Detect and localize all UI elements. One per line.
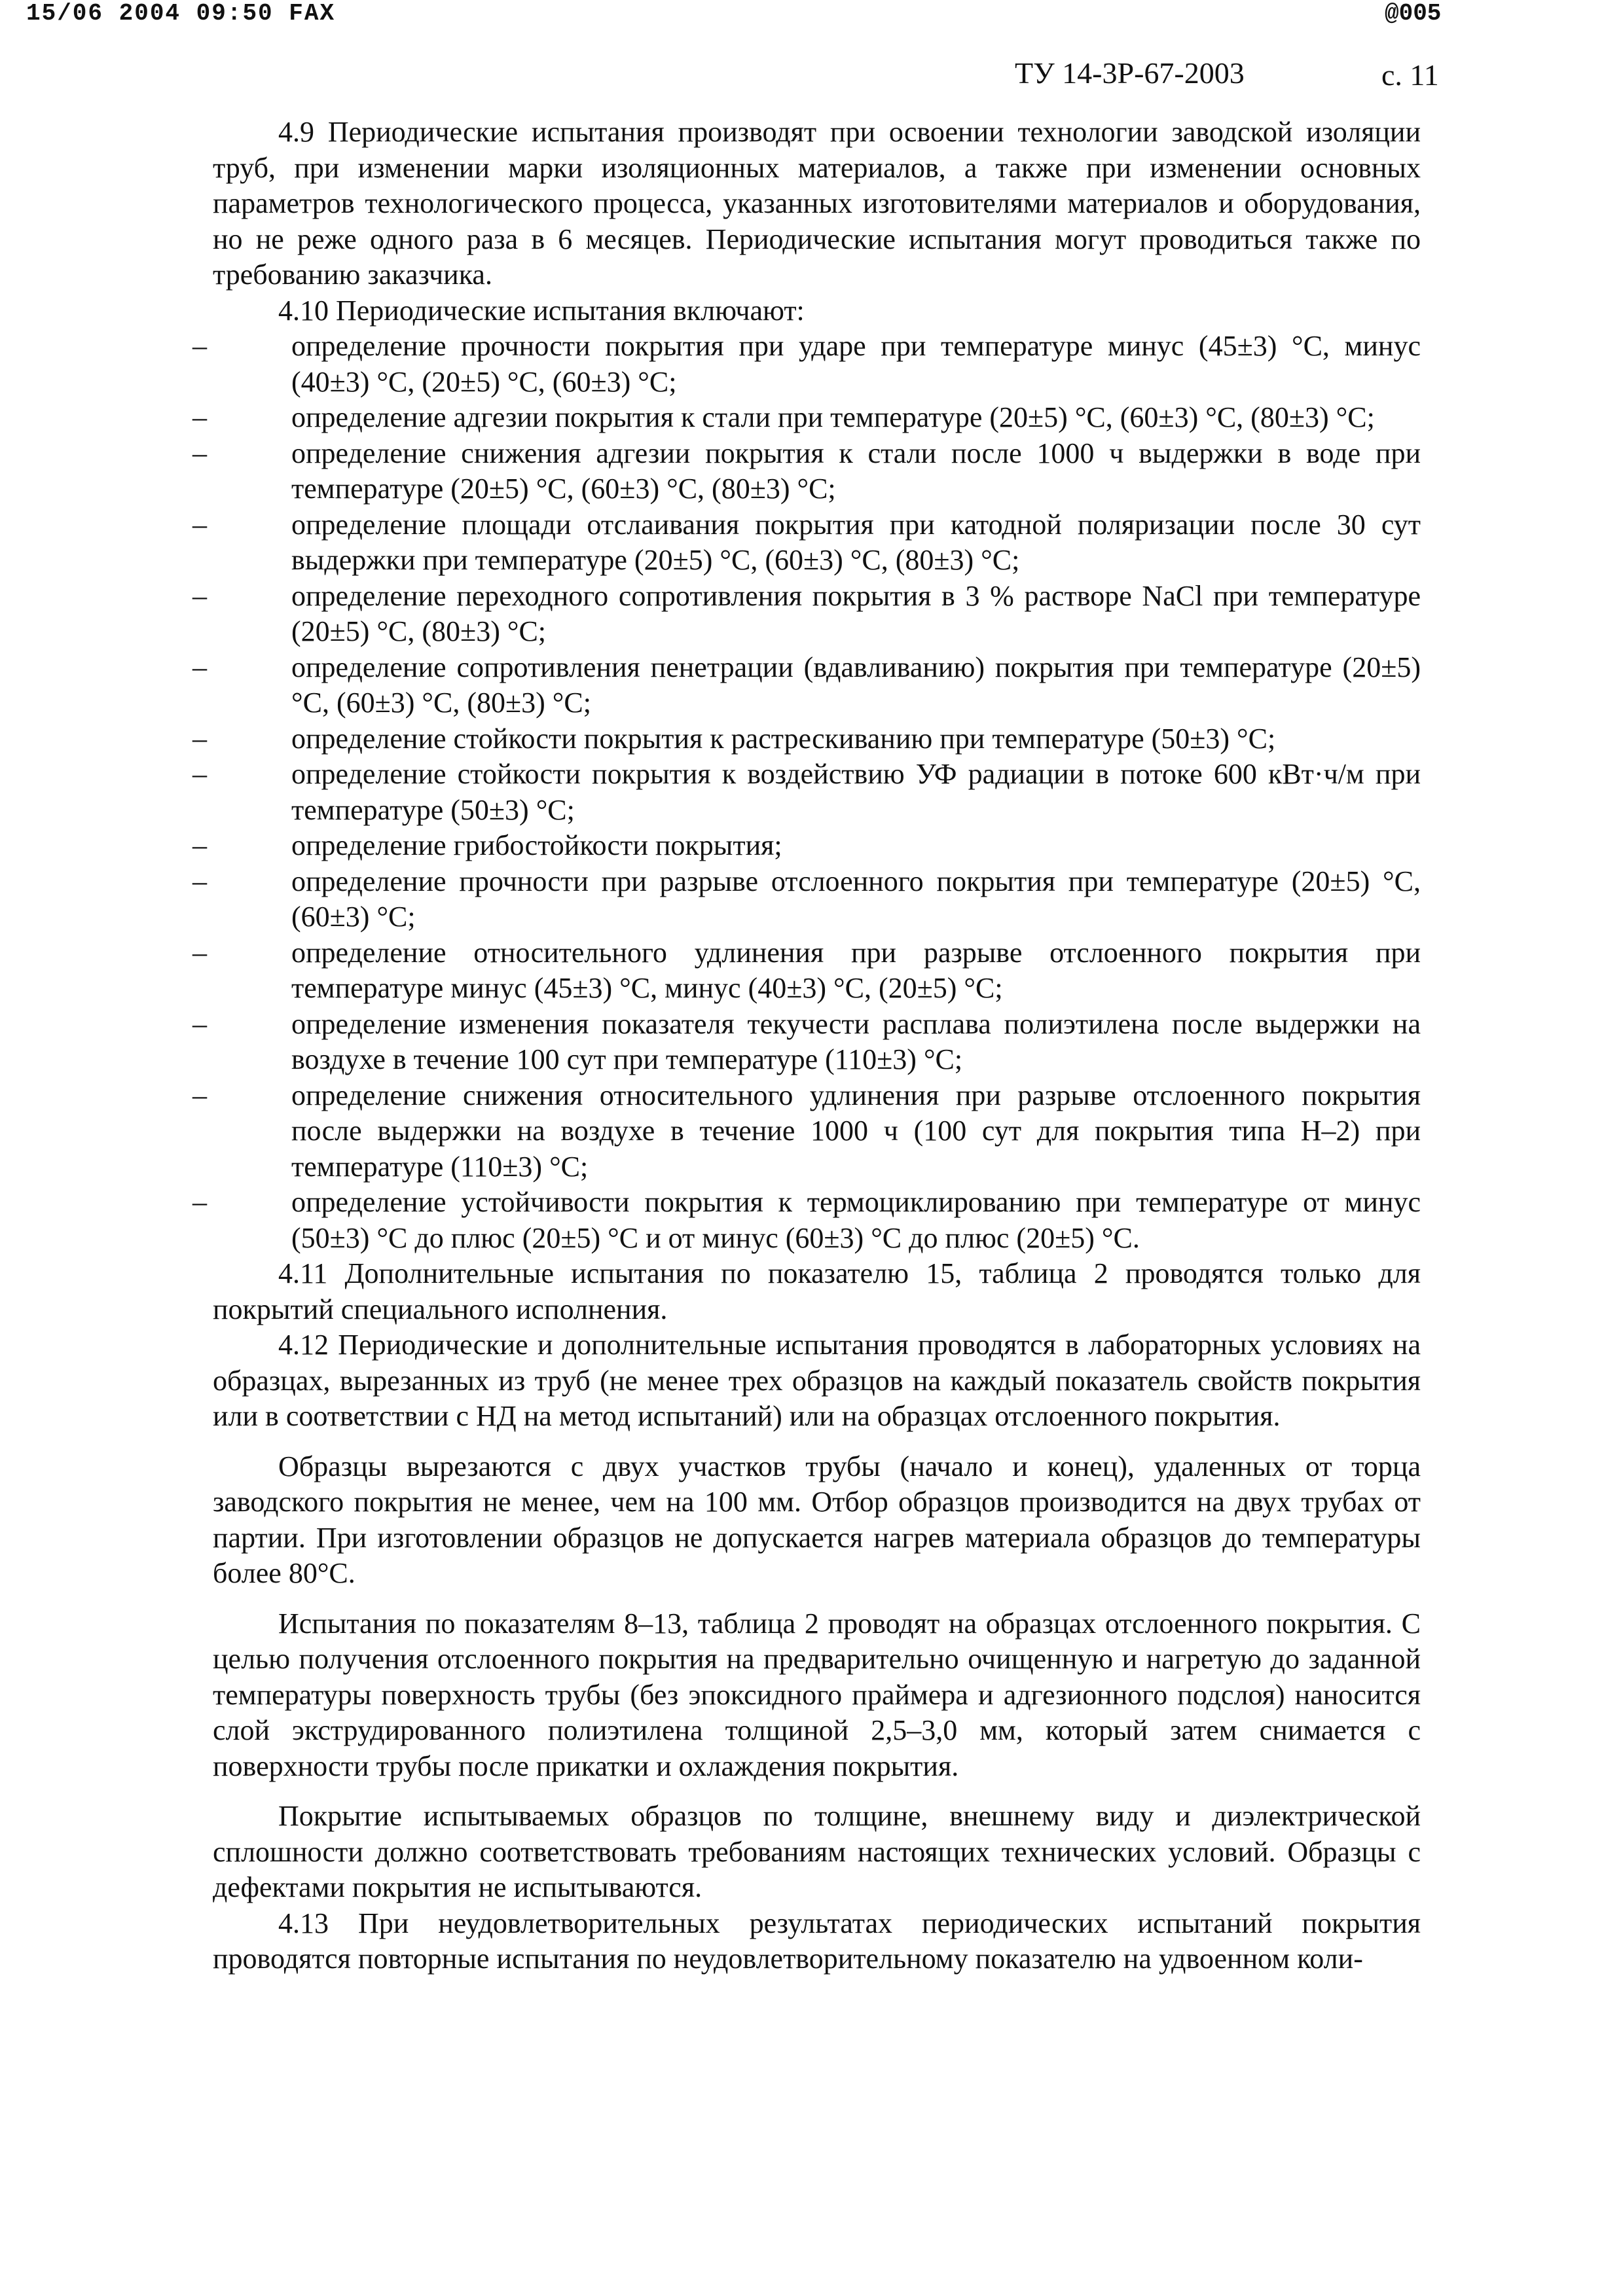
fax-page-counter: @005	[1385, 0, 1442, 27]
dash-bullet: –	[192, 330, 207, 362]
paragraph-tests-8-13: Испытания по показателям 8–13, таблица 2 проводят на образцах отслоенного покрытия. С целью получения отслоенного покрытия на предварительно очищенную и нагретую до заданной температуры поверхность трубы (без эпоксидного праймера и адгезионного подслоя) наносится слой экструдированного полиэтилена толщиной 2,5–3,0 мм, который затем снимается с поверхности трубы после прикатки и охлаждения покрытия.	[213, 1607, 1421, 1782]
list-item-text: определение адгезии покрытия к стали при температуре (20±5) °С, (60±3) °С, (80±3) °С;	[291, 401, 1375, 433]
clause-4-12: 4.12 Периодические и дополнительные испытания проводятся в лабораторных условиях на образцах, вырезанных из труб (не менее трех образцов на каждый показатель свойств покрытия или в соответствии с НД на метод испытаний) или на образцах отслоенного покрытия.	[213, 1329, 1421, 1432]
dash-bullet: –	[192, 437, 207, 469]
dash-bullet: –	[192, 829, 207, 861]
list-item-text: определение грибостойкости покрытия;	[291, 829, 782, 861]
dash-bullet: –	[192, 865, 207, 897]
list-item-text: определение снижения адгезии покрытия к стали после 1000 ч выдержки в воде при температуре (20±5) °С, (60±3) °С, (80±3) °С;	[291, 437, 1421, 505]
paragraph-samples: Образцы вырезаются с двух участков трубы (начало и конец), удаленных от торца заводского покрытия не менее, чем на 100 мм. Отбор образцов производится на двух трубах от партии. При изготовлении образцов не допускается нагрев материала образцов до температуры более 80°С.	[213, 1450, 1421, 1589]
list-item-text: определение прочности при разрыве отслоенного покрытия при температуре (20±5) °С, (60±3) °С;	[291, 865, 1421, 933]
list-item-text: определение относительного удлинения при разрыве отслоенного покрытия при температуре минус (45±3) °С, минус (40±3) °С, (20±5) °С;	[291, 936, 1421, 1004]
document-code: ТУ 14-3Р-67-2003	[1015, 56, 1245, 90]
dash-bullet: –	[192, 401, 207, 433]
dash-bullet: –	[192, 1007, 207, 1040]
paragraph-coating-requirements: Покрытие испытываемых образцов по толщине, внешнему виду и диэлектрической сплошности должно соответствовать требованиям настоящих технических условий. Образцы с дефектами покрытия не испытываются.	[213, 1800, 1421, 1903]
dash-bullet: –	[192, 651, 207, 683]
list-item-text: определение сопротивления пенетрации (вдавливанию) покрытия при температуре (20±5) °С, (60±3) °С, (80±3) °С;	[291, 651, 1421, 719]
list-item-text: определение стойкости покрытия к воздействию УФ радиации в потоке 600 кВт·ч/м при температуре (50±3) °С;	[291, 758, 1421, 826]
page-number: с. 11	[1381, 58, 1439, 92]
list-item	[180, 935, 1421, 1007]
list-item	[180, 1078, 1421, 1185]
dash-bullet: –	[192, 508, 207, 541]
list-item	[180, 1007, 1421, 1078]
clause-4-10-list	[192, 329, 1421, 1256]
document-body	[192, 115, 1421, 1977]
dash-bullet: –	[192, 722, 207, 755]
list-item-text: определение снижения относительного удлинения при разрыве отслоенного покрытия после выдержки на воздухе в течение 1000 ч (100 сут для покрытия типа Н–2) при температуре (110±3) °С;	[291, 1079, 1421, 1183]
list-item-text: определение устойчивости покрытия к термоциклированию при температуре от минус (50±3) °С до плюс (20±5) °С и от минус (60±3) °С до плюс (20±5) °С.	[291, 1186, 1421, 1254]
list-item-text: определение площади отслаивания покрытия при катодной поляризации после 30 сут выдержки при температуре (20±5) °С, (60±3) °С, (80±3) °С;	[291, 508, 1421, 576]
list-item-text: определение изменения показателя текучести расплава полиэтилена после выдержки на воздухе в течение 100 сут при температуре (110±3) °С;	[291, 1007, 1421, 1075]
list-item	[180, 757, 1421, 828]
clause-4-9: 4.9 Периодические испытания производят при освоении технологии заводской изоляции труб, при изменении марки изоляционных материалов, а также при изменении основных параметров технологического процесса, указанных изготовителями материалов и оборудования, но не реже одного раза в 6 месяцев. Периодические испытания могут проводиться также по требованию заказчика.	[213, 116, 1421, 291]
list-item	[180, 1185, 1421, 1256]
dash-bullet: –	[192, 579, 207, 612]
list-item-text: определение прочности покрытия при ударе при температуре минус (45±3) °С, минус (40±3) °С, (20±5) °С, (60±3) °С;	[291, 330, 1421, 398]
list-item-text: определение переходного сопротивления покрытия в 3 % растворе NaCl при температуре (20±5) °С, (80±3) °С;	[291, 579, 1421, 647]
list-item	[180, 436, 1421, 507]
list-item	[180, 721, 1421, 757]
list-item	[180, 329, 1421, 400]
clause-4-13: 4.13 При неудовлетворительных результатах периодических испытаний покрытия проводятся повторные испытания по неудовлетворительному показателю на удвоенном коли-	[213, 1907, 1421, 1975]
dash-bullet: –	[192, 758, 207, 790]
dash-bullet: –	[192, 1186, 207, 1218]
fax-header-timestamp: 15/06 2004 09:50 FAX	[26, 0, 336, 27]
clause-4-10-intro: 4.10 Периодические испытания включают:	[278, 294, 805, 327]
dash-bullet: –	[192, 1079, 207, 1111]
list-item	[180, 579, 1421, 650]
list-item	[180, 828, 1421, 864]
clause-4-11: 4.11 Дополнительные испытания по показателю 15, таблица 2 проводятся только для покрытий специального исполнения.	[213, 1257, 1421, 1325]
list-item	[180, 864, 1421, 935]
dash-bullet: –	[192, 936, 207, 969]
list-item	[180, 507, 1421, 579]
list-item	[180, 650, 1421, 721]
list-item-text: определение стойкости покрытия к растрескиванию при температуре (50±3) °С;	[291, 722, 1276, 755]
list-item	[180, 400, 1421, 436]
